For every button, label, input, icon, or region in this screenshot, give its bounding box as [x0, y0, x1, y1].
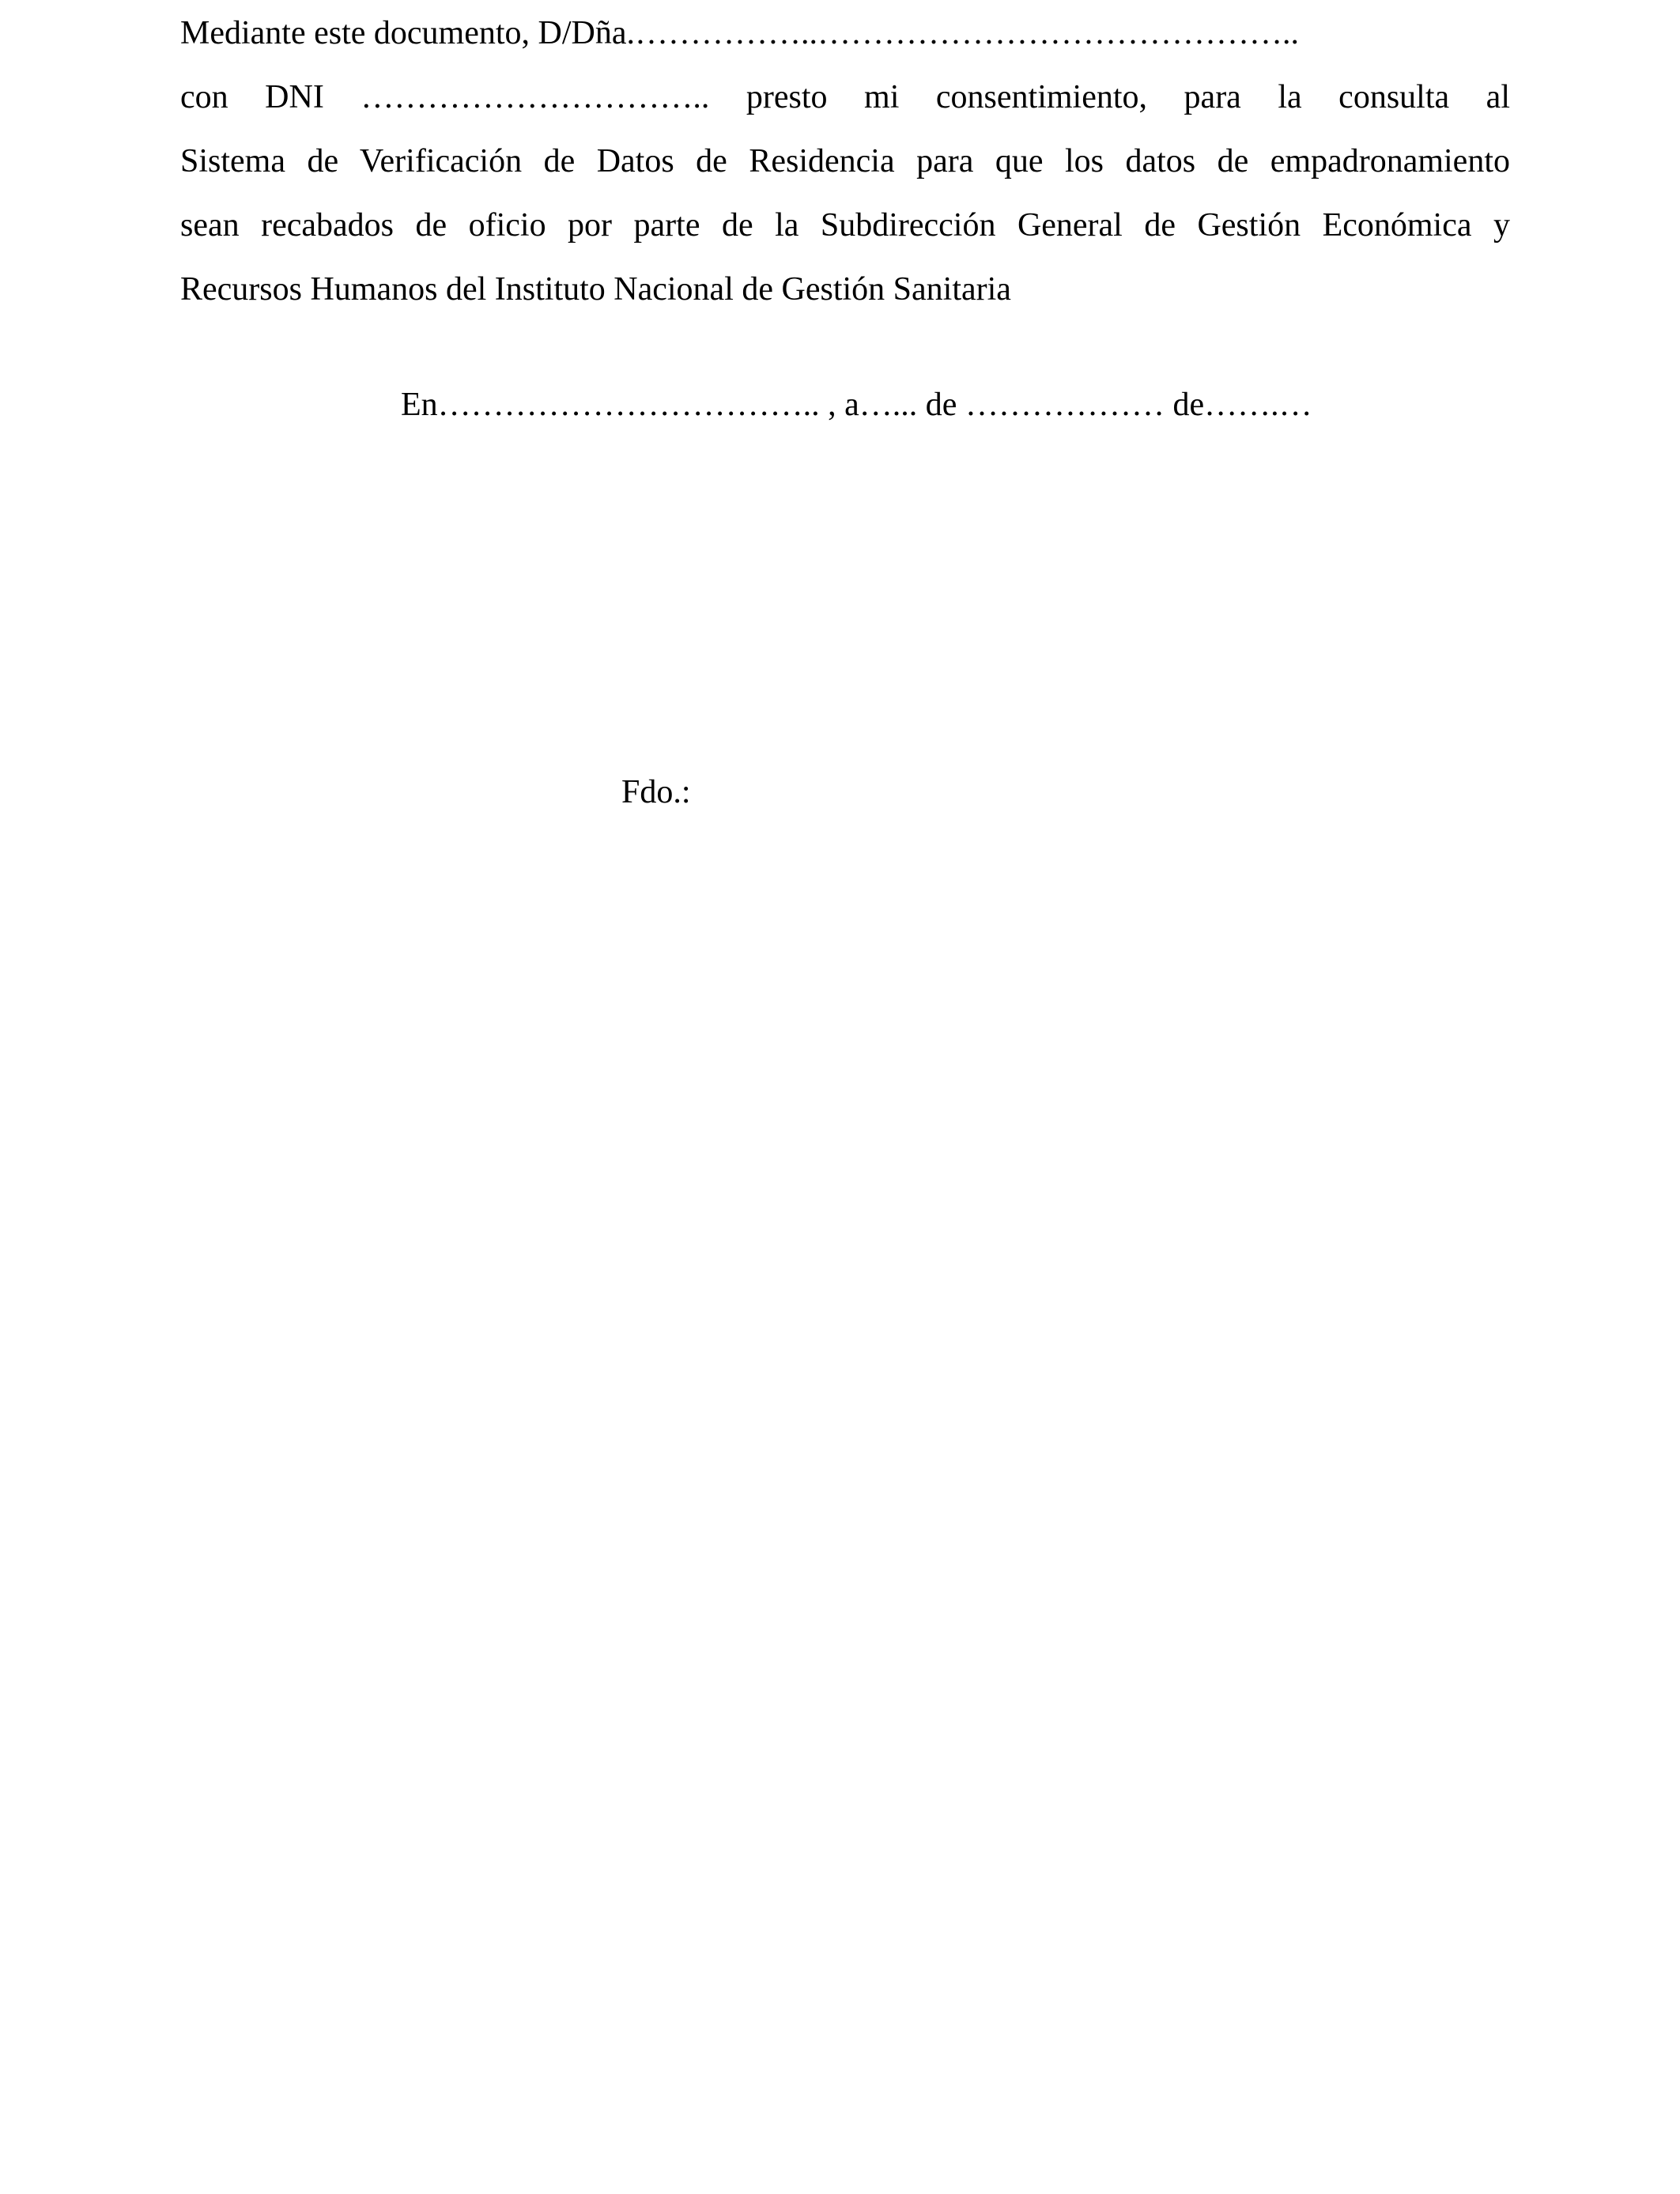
signature-label: Fdo.: — [621, 774, 691, 810]
paragraph-line-name: Mediante este documento, D/Dña.……………..…………………………………….. — [180, 15, 1299, 51]
paragraph-line-verification: Sistema de Verificación de Datos de Residencia para que los datos de empadronamiento — [180, 143, 1510, 179]
paragraph-line-institute: Recursos Humanos del Instituto Nacional de Gestión Sanitaria — [180, 271, 1011, 308]
paragraph-line-dni: con DNI ………………………….. presto mi consentimiento, para la consulta al — [180, 79, 1510, 115]
place-date-line: En…………………………….. , a…... de ……………… de…….… — [401, 387, 1312, 423]
paragraph-line-subdirection: sean recabados de oficio por parte de la Subdirección General de Gestión Económica y — [180, 207, 1510, 244]
consent-paragraph — [180, 2, 1510, 322]
